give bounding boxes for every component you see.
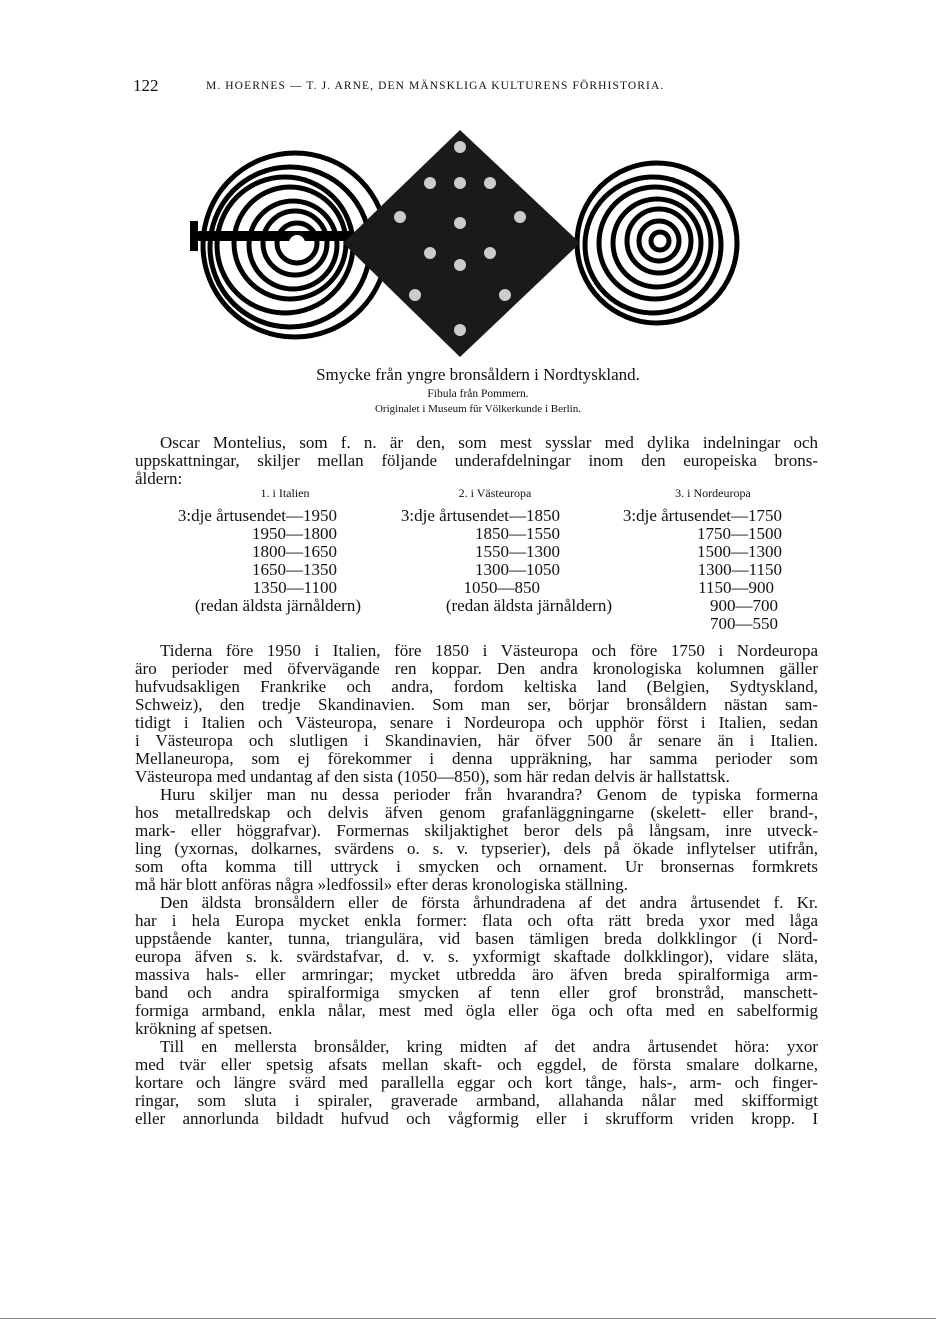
body-paragraph	[135, 642, 818, 786]
column-heading-vasteuropa: 2. i Västeuropa	[458, 486, 532, 500]
text-line: uppskattningar, skiljer mellan följande underafdelningar inom den europeiska brons-	[135, 452, 818, 470]
text-line: uppstående kanter, tunna, triangulära, vid basen tämligen breda dolkklingor (i Nord-	[135, 930, 818, 948]
text-line: Västeuropa med undantag af den sista (1050—850), som här redan delvis är hallstattsk.	[135, 768, 730, 786]
page-number: 122	[133, 76, 159, 95]
pin-bar	[193, 231, 353, 241]
text-line: må här blott anföras några »ledfossil» efter deras kronologiska ställning.	[135, 876, 628, 894]
diamond-plate	[343, 130, 580, 357]
period-cell: 1650—1350	[252, 560, 337, 579]
body-paragraph	[135, 786, 818, 894]
text-line: Mellaneuropa, som ej förekommer i denna uppräkning, har samma perioder som	[135, 750, 818, 768]
right-spiral	[577, 163, 737, 323]
period-cell: 1950—1800	[252, 524, 337, 543]
text-line: Den äldsta bronsåldern eller de första århundradena af det andra årtusendet f. Kr.	[160, 894, 818, 912]
period-cell: 3:dje årtusendet—1750	[622, 506, 782, 525]
figure-caption: Smycke från yngre bronsåldern i Nordtyskland.	[316, 365, 640, 384]
text-line: europa äfven s. k. svärdstafvar, d. v. s. yxformigt skaftade dolkklingor), vidare släta,	[135, 948, 818, 966]
chronology-column-nordeuropa	[582, 507, 782, 633]
text-line: ringar, som sluta i spiraler, graverade armband, allahanda nålar med skifformigt	[135, 1092, 818, 1110]
period-cell: (redan äldsta järnåldern)	[194, 596, 361, 615]
figure-subcaption: Fibula från Pommern.	[427, 388, 529, 400]
period-cell: (redan äldsta järnåldern)	[445, 596, 612, 615]
text-line: som ofta komma till uttryck i smycken och ornament. Ur bronsernas formkrets	[135, 858, 818, 876]
period-cell: 1850—1550	[475, 524, 560, 543]
text-line: i Västeuropa och slutligen i Skandinavien, här öfver 500 år senare än i Italien.	[135, 732, 818, 750]
intro-paragraph	[135, 434, 818, 488]
text-line: formiga armband, enkla nålar, mest med ögla eller öga och ofta med en sabelformig	[135, 1002, 818, 1020]
running-head: M. HOERNES — T. J. ARNE, DEN MÄNSKLIGA KULTURENS FÖRHISTORIA.	[206, 80, 665, 92]
period-cell: 900—700	[710, 596, 778, 615]
period-cell: 1750—1500	[697, 524, 782, 543]
period-cell: 1500—1300	[697, 542, 782, 561]
text-line: Huru skiljer man nu dessa perioder från hvarandra? Genom de typiska formerna	[160, 786, 818, 804]
period-cell: 3:dje årtusendet—1850	[400, 506, 560, 525]
fibula-illustration	[185, 125, 745, 365]
text-line: massiva hals- eller armringar; mycket utbredda äro äfven breda spiralformiga arm-	[135, 966, 818, 984]
text-line: eller annorlunda bildadt hufvud och vågformig eller i skrufform vriden kropp. I	[135, 1110, 818, 1128]
period-cell: 1300—1150	[697, 560, 782, 579]
text-line: åldern:	[135, 470, 183, 488]
period-cell: 1150—900	[698, 578, 774, 597]
text-line: ling (yxornas, dolkarnes, svärdens o. s. v. typserier), dels på ökade inflytelser utifrån,	[135, 840, 818, 858]
text-line: har i hela Europa mycket enkla former: flata och ofta rätt breda yxor med låga	[135, 912, 818, 930]
text-line: hufvudsakligen Frankrike och andra, fordom keltiska land (Belgien, Sydtyskland,	[135, 678, 818, 696]
period-cell: 3:dje årtusendet—1950	[177, 506, 337, 525]
text-line: äro perioder med öfvervägande ren koppar. Den andra kronologiska kolumnen gäller	[135, 660, 818, 678]
scan-edge-line	[0, 1318, 936, 1319]
text-line: hos metallredskap och delvis äfven genom grafanläggningarne (skelett- eller brand-,	[135, 804, 818, 822]
period-cell: 1800—1650	[252, 542, 337, 561]
text-line: tidigt i Italien och Västeuropa, senare i Nordeuropa och upphör först i Italien, sedan	[135, 714, 818, 732]
period-cell: 1550—1300	[475, 542, 560, 561]
period-cell: 700—550	[710, 614, 778, 633]
text-line: band och andra spiralformiga smycken af tenn eller grof bronstråd, manschett-	[135, 984, 818, 1002]
chronology-column-vasteuropa	[360, 506, 612, 615]
text-line: kortare och längre svärd med parallella eggar och kort tånge, hals-, arm- och finger-	[135, 1074, 818, 1092]
text-line: Tiderna före 1950 i Italien, före 1850 i Västeuropa och före 1750 i Nordeuropa	[160, 642, 818, 660]
chronology-column-italien	[140, 506, 361, 615]
text-line: Oscar Montelius, som f. n. är den, som mest sysslar med dylika indelningar och	[160, 434, 818, 452]
column-heading-nordeuropa: 3. i Nordeuropa	[675, 486, 751, 500]
text-line: Till en mellersta bronsålder, kring midten af det andra årtusendet höra: yxor	[160, 1038, 818, 1056]
figure-credit: Originalet i Museum für Völkerkunde i Berlin.	[374, 403, 581, 415]
body-paragraph	[135, 1038, 818, 1128]
text-line: Schweiz), den tredje Skandinavien. Som man ser, börjar bronsåldern nästan sam-	[135, 696, 818, 714]
period-cell: 1050—850	[463, 578, 540, 597]
text-line: krökning af spetsen.	[135, 1020, 273, 1038]
text-line: med tvär eller spetsig afsats mellan skaft- och eggdel, de första smalare dolkarne,	[135, 1056, 818, 1074]
body-paragraph	[135, 894, 818, 1038]
period-cell: 1300—1050	[475, 560, 560, 579]
period-cell: 1350—1100	[252, 578, 337, 597]
text-line: mark- eller höggrafvar). Formernas skiljaktighet beror dels på långsam, inre utveck-	[135, 822, 818, 840]
column-heading-italien: 1. i Italien	[260, 486, 310, 500]
